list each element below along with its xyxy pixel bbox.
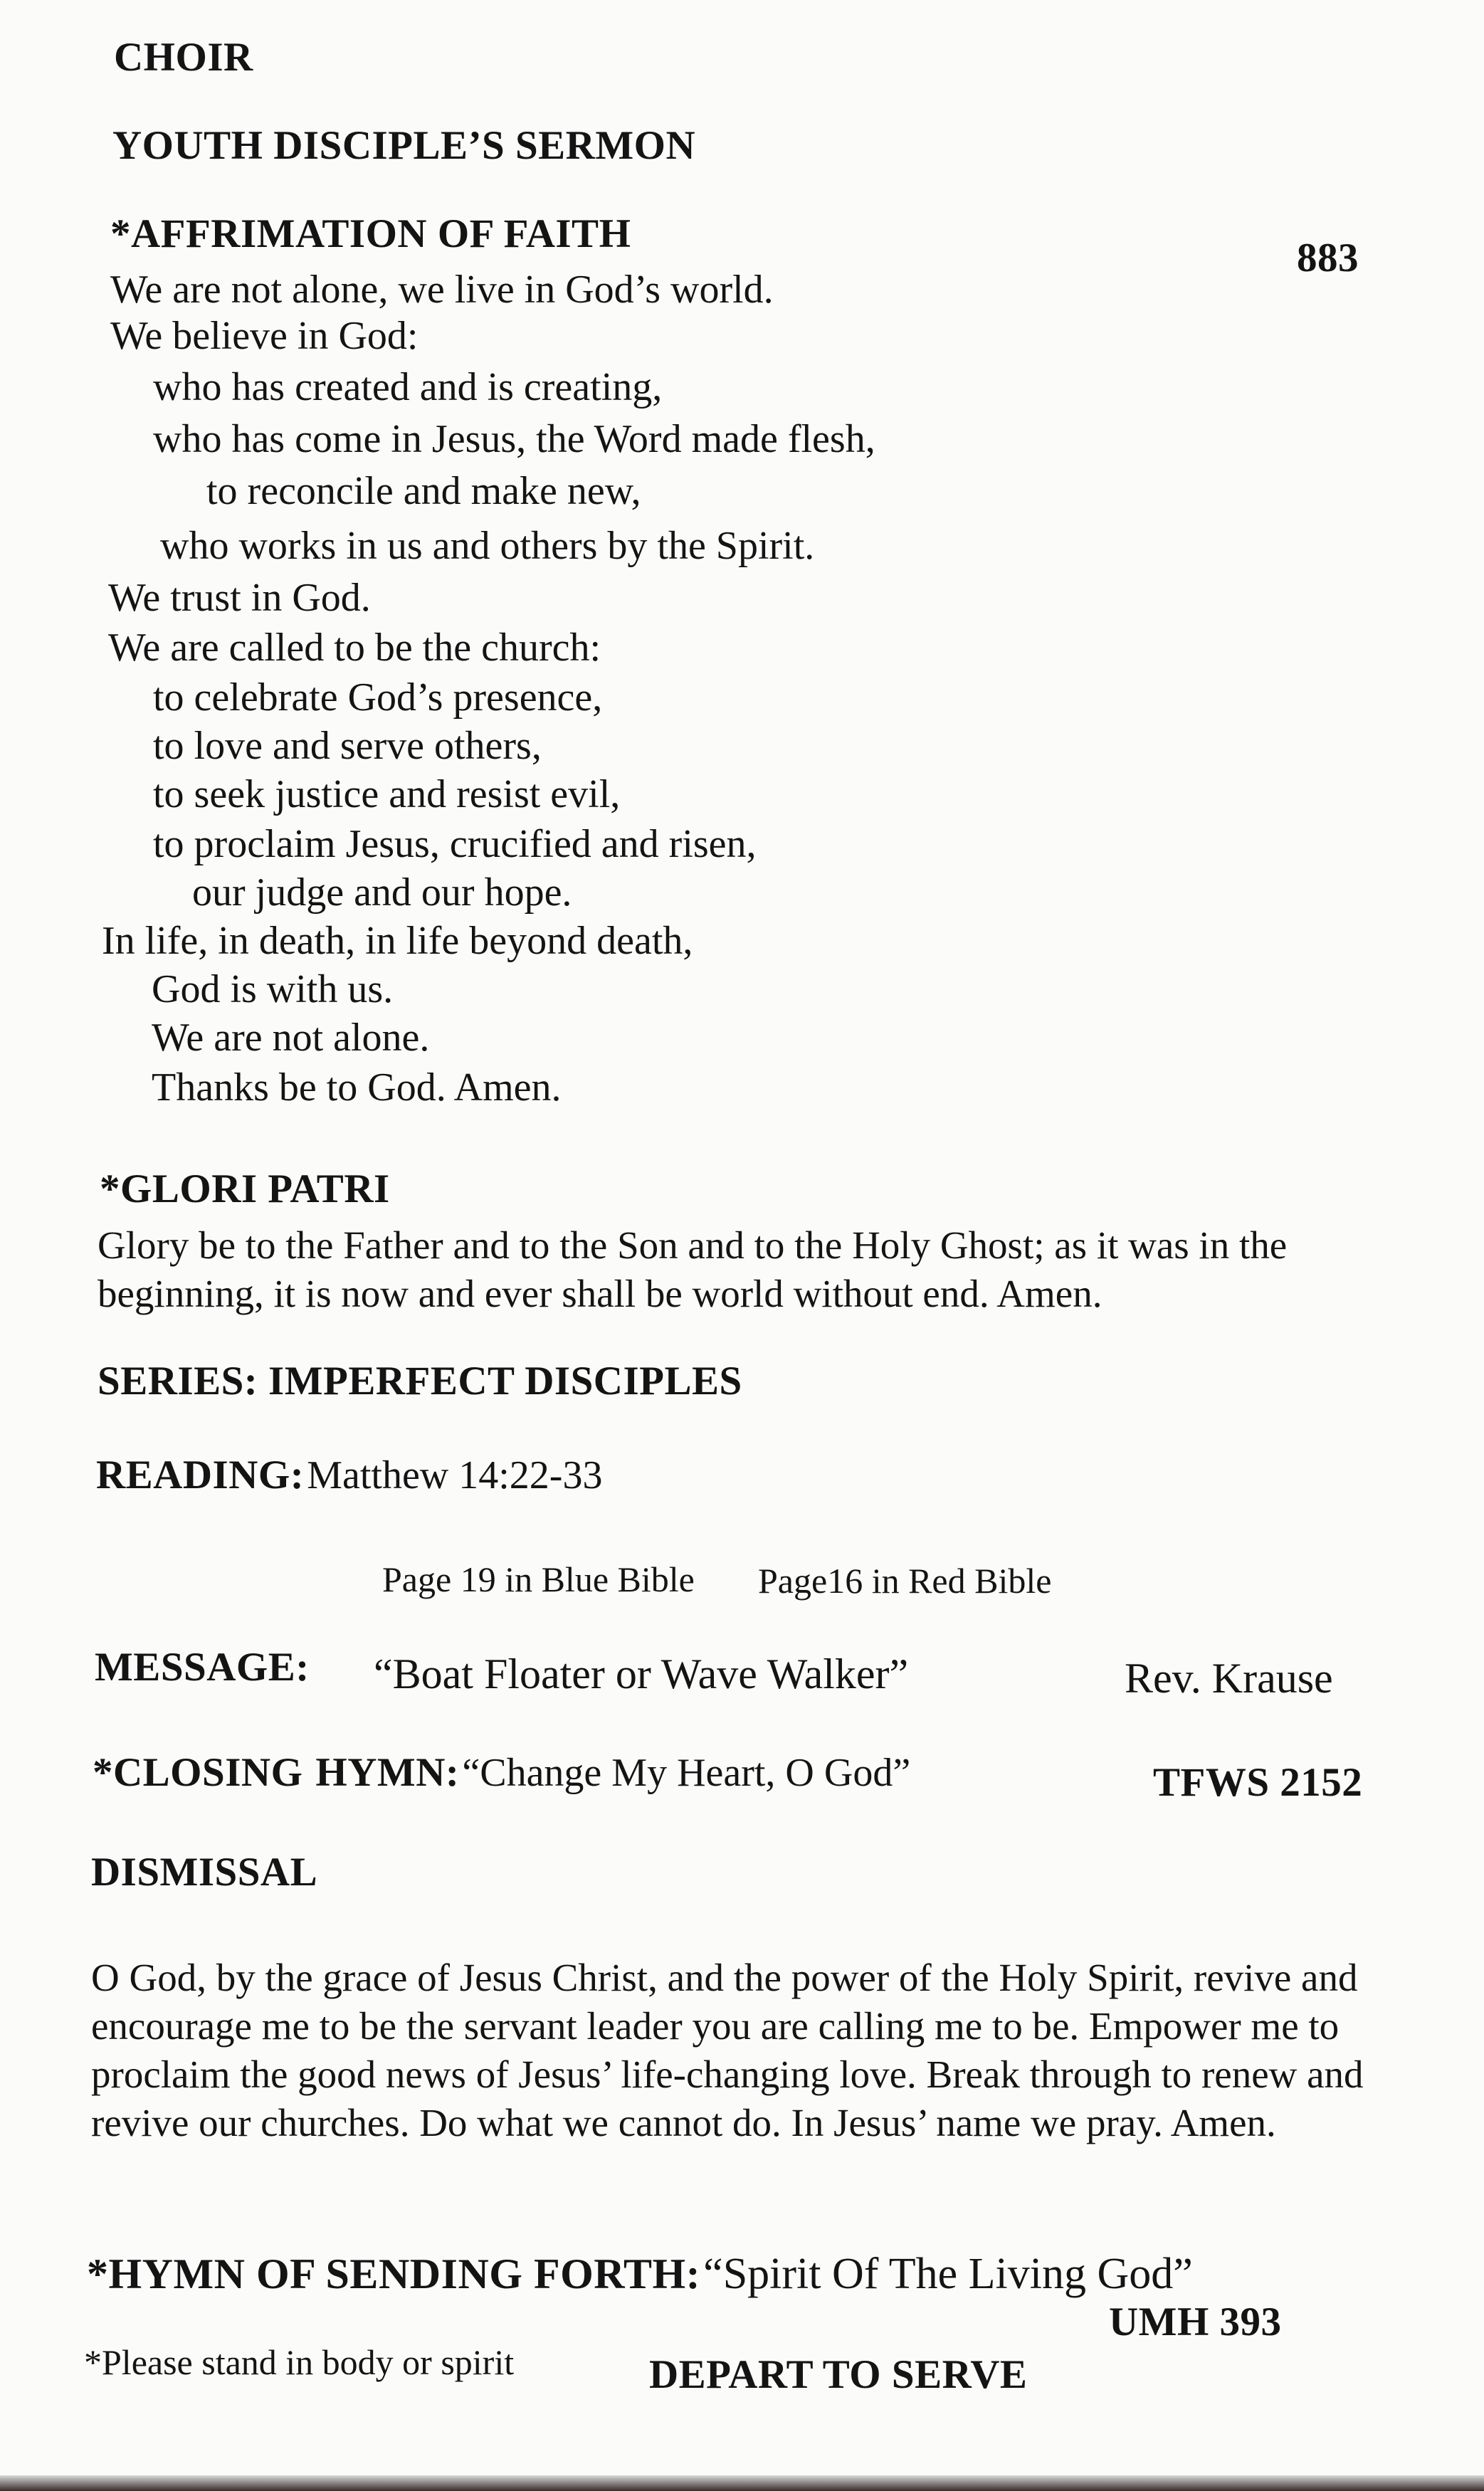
closing-hymn-label: HYMN:: [315, 1750, 460, 1795]
reading-label: READING:: [96, 1453, 305, 1497]
reading-passage: Matthew 14:22-33: [307, 1453, 603, 1497]
creed-line: who has come in Jesus, the Word made flesh,: [153, 417, 875, 461]
sending-hymn-line: [87, 2249, 1193, 2300]
creed-line: to reconcile and make new,: [206, 469, 641, 513]
dismissal-prayer: O God, by the grace of Jesus Christ, and the power of the Holy Spirit, revive and encourage me to be the servant leader you are calling me to be. Empower me to proclaim the good news of Jesus’ life-changing love. Break through to renew and revive our churches. Do what we cannot do. In Jesus’ name we pray. Amen.: [91, 1956, 1364, 2144]
choir-heading: CHOIR: [114, 35, 253, 80]
creed-line: We are not alone.: [152, 1016, 430, 1060]
youth-sermon-heading: YOUTH DISCIPLE’S SERMON: [112, 123, 696, 168]
creed-line: In life, in death, in life beyond death,: [102, 919, 693, 963]
sending-hymn-number: UMH 393: [1109, 2300, 1282, 2344]
message-title: “Boat Floater or Wave Walker”: [374, 1650, 909, 1697]
blue-bible-page: Page 19 in Blue Bible: [382, 1559, 695, 1599]
page-bottom-edge: [0, 2475, 1484, 2491]
closing-hymn-number: TFWS 2152: [1153, 1760, 1363, 1805]
creed-line: our judge and our hope.: [192, 870, 572, 915]
creed-line: to proclaim Jesus, crucified and risen,: [153, 822, 757, 866]
sending-hymn-label: *HYMN OF SENDING FORTH:: [87, 2250, 701, 2297]
depart-to-serve: DEPART TO SERVE: [649, 2352, 1028, 2397]
series-heading: SERIES: IMPERFECT DISCIPLES: [98, 1359, 742, 1404]
closing-hymn-line: [93, 1749, 910, 1796]
creed-line: to love and serve others,: [153, 724, 542, 768]
stand-note: *Please stand in body or spirit: [84, 2342, 515, 2382]
creed-line: We are not alone, we live in God’s world.: [110, 268, 774, 312]
closing-hymn-title: “Change My Heart, O God”: [462, 1751, 911, 1795]
glori-patri-heading: *GLORI PATRI: [100, 1166, 390, 1211]
creed-line: God is with us.: [152, 967, 394, 1011]
red-bible-page: Page16 in Red Bible: [758, 1561, 1052, 1601]
closing-label: *CLOSING: [93, 1750, 303, 1795]
creed-line: Thanks be to God. Amen.: [152, 1065, 562, 1110]
creed-line: to seek justice and resist evil,: [153, 772, 621, 816]
creed-line: to celebrate God’s presence,: [153, 675, 603, 720]
affirmation-heading: *AFFRIMATION OF FAITH: [110, 211, 631, 256]
creed-line: We believe in God:: [110, 314, 419, 358]
message-label: MESSAGE:: [95, 1645, 310, 1690]
creed-line: We trust in God.: [108, 576, 371, 620]
creed-line: who works in us and others by the Spirit.: [160, 524, 815, 568]
glori-patri-text: Glory be to the Father and to the Son and to the Holy Ghost; as it was in the beginning, it is now and ever shall be world without end. Amen.: [98, 1223, 1288, 1315]
sending-hymn-title: “Spirit Of The Living God”: [703, 2250, 1193, 2298]
creed-line: who has created and is creating,: [153, 365, 663, 409]
message-speaker: Rev. Krause: [1125, 1655, 1333, 1702]
affirmation-hymnal-number: 883: [1297, 236, 1359, 280]
creed-line: We are called to be the church:: [108, 626, 601, 670]
dismissal-heading: DISMISSAL: [91, 1850, 318, 1895]
reading-line: [96, 1452, 602, 1498]
